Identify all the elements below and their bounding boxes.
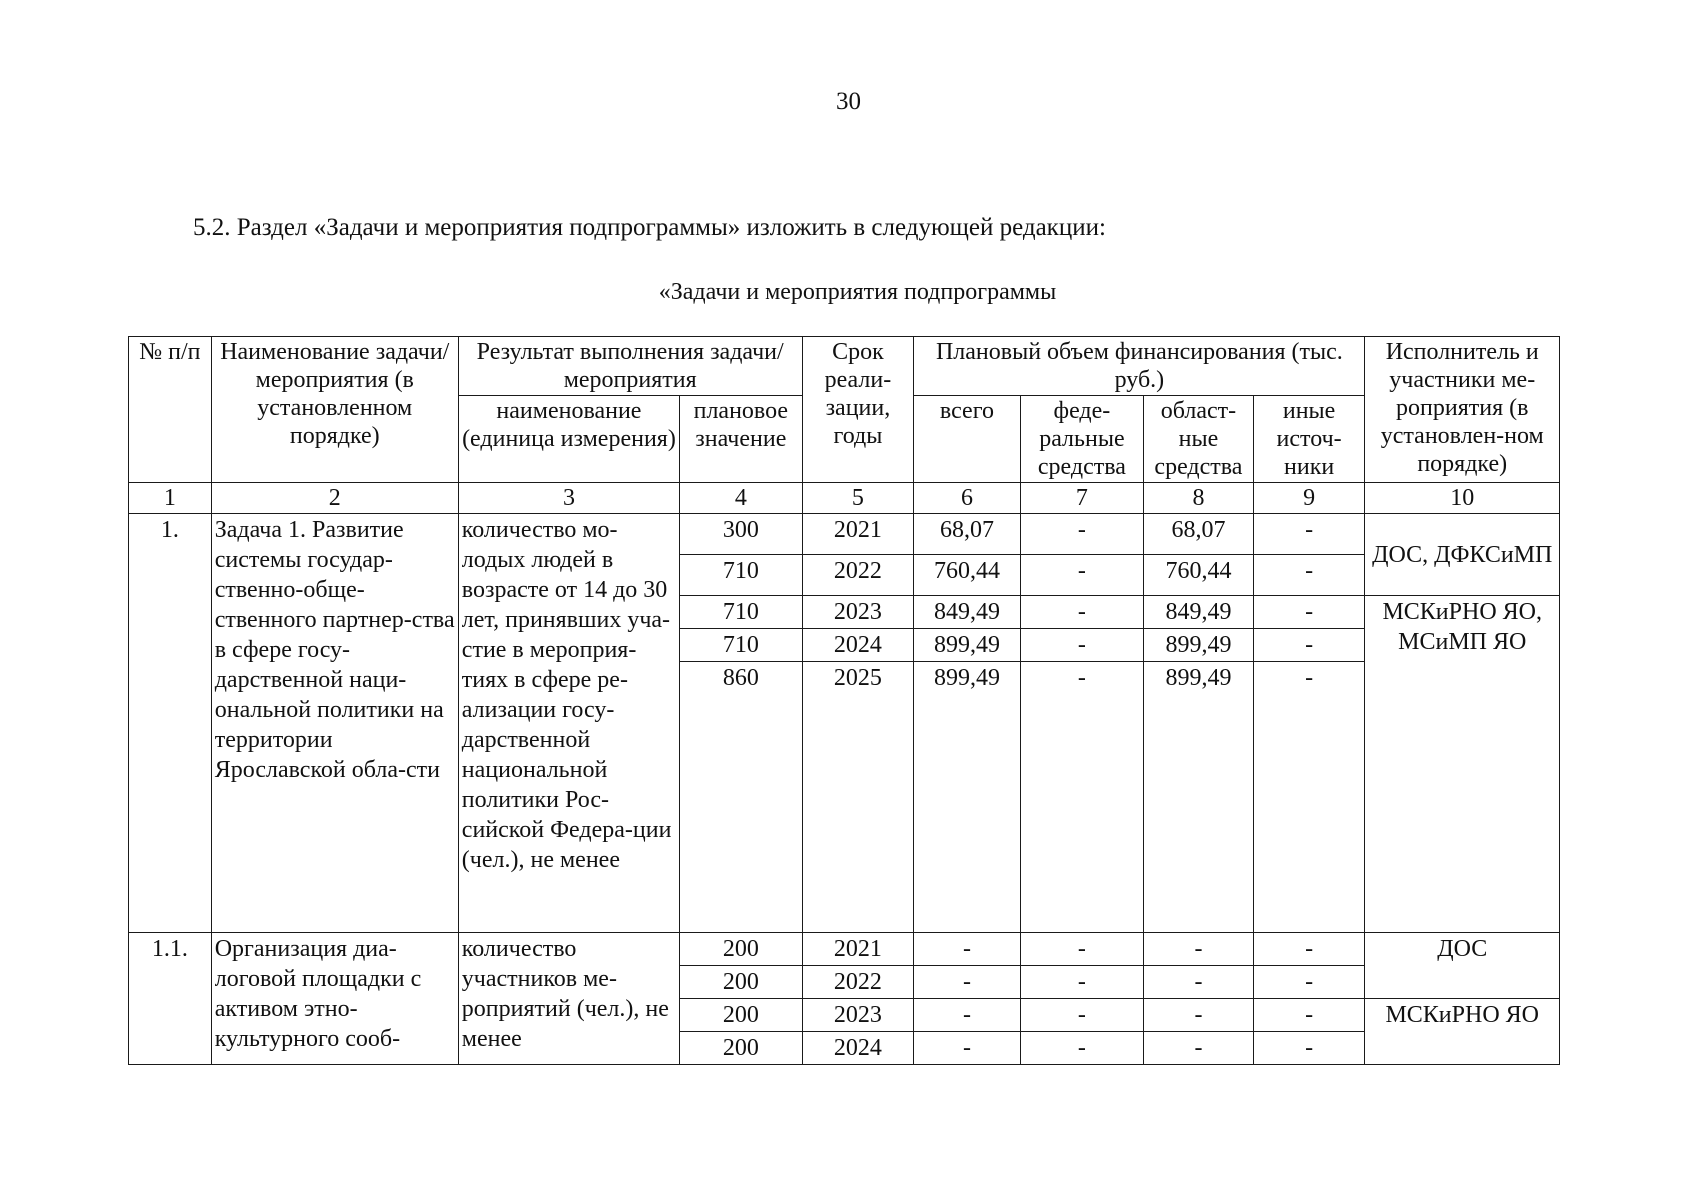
table-row [129, 514, 1560, 555]
fin-total: 760,44 [914, 555, 1020, 596]
fin-regional: - [1144, 999, 1254, 1032]
executor-cell: МСКиРНО ЯО [1365, 999, 1560, 1065]
fin-regional: 899,49 [1144, 629, 1254, 662]
row-number: 1.1. [129, 933, 212, 1065]
fin-total: 849,49 [914, 596, 1020, 629]
year: 2024 [802, 1032, 914, 1065]
fin-total: - [914, 933, 1020, 966]
fin-federal: - [1020, 1032, 1144, 1065]
row-number: 1. [129, 514, 212, 933]
table-row [129, 933, 1560, 966]
fin-regional: 899,49 [1144, 662, 1254, 933]
year: 2022 [802, 966, 914, 999]
fin-other: - [1253, 662, 1365, 933]
executor-cell: МСКиРНО ЯО, МСиМП ЯО [1365, 596, 1560, 933]
fin-regional: 760,44 [1144, 555, 1254, 596]
column-number: 2 [211, 483, 458, 514]
fin-federal: - [1020, 555, 1144, 596]
fin-total: 68,07 [914, 514, 1020, 555]
result-name-cell: количество мо-лодых людей в возрасте от 14 до 30 лет, принявших уча-стие в мероприя-тиях в сфере ре-ализации госу-дарственной национальной политики Рос-сийской Федера-ции (чел.), не менее [458, 514, 679, 933]
year: 2024 [802, 629, 914, 662]
fin-other: - [1253, 966, 1365, 999]
fin-other: - [1253, 555, 1365, 596]
column-number: 4 [680, 483, 802, 514]
plan-value: 710 [680, 629, 802, 662]
header-result-group: Результат выполнения задачи/мероприятия [458, 337, 802, 396]
plan-value: 200 [680, 999, 802, 1032]
fin-regional: - [1144, 1032, 1254, 1065]
year: 2022 [802, 555, 914, 596]
fin-other: - [1253, 629, 1365, 662]
column-number: 10 [1365, 483, 1560, 514]
header-finance-group: Плановый объем финансирования (тыс. руб.) [914, 337, 1365, 396]
fin-total: - [914, 1032, 1020, 1065]
fin-other: - [1253, 596, 1365, 629]
header-fin-other: иные источ-ники [1253, 396, 1365, 483]
header-row-1 [129, 337, 1560, 396]
year: 2023 [802, 596, 914, 629]
header-executor: Исполнитель и участники ме-роприятия (в установлен-ном порядке) [1365, 337, 1560, 483]
fin-regional: - [1144, 933, 1254, 966]
column-number: 7 [1020, 483, 1144, 514]
task-name-cell: Задача 1. Развитие системы государ-ственно-обще-ственного партнер-ства в сфере госу-дарственной наци-ональной политики на территории Ярославской обла-сти [211, 514, 458, 933]
plan-value: 300 [680, 514, 802, 555]
fin-federal: - [1020, 596, 1144, 629]
fin-other: - [1253, 514, 1365, 555]
plan-value: 710 [680, 555, 802, 596]
fin-federal: - [1020, 662, 1144, 933]
fin-other: - [1253, 933, 1365, 966]
year: 2023 [802, 999, 914, 1032]
fin-federal: - [1020, 999, 1144, 1032]
year: 2025 [802, 662, 914, 933]
fin-total: 899,49 [914, 629, 1020, 662]
column-number: 8 [1144, 483, 1254, 514]
fin-federal: - [1020, 966, 1144, 999]
fin-other: - [1253, 1032, 1365, 1065]
tasks-table [128, 336, 1560, 1065]
fin-federal: - [1020, 514, 1144, 555]
executor-cell: ДОС [1365, 933, 1560, 999]
column-number: 3 [458, 483, 679, 514]
fin-federal: - [1020, 933, 1144, 966]
header-fin-federal: феде-ральные средства [1020, 396, 1144, 483]
fin-federal: - [1020, 629, 1144, 662]
fin-total: - [914, 966, 1020, 999]
fin-regional: - [1144, 966, 1254, 999]
fin-total: - [914, 999, 1020, 1032]
year: 2021 [802, 514, 914, 555]
plan-value: 200 [680, 933, 802, 966]
fin-regional: 68,07 [1144, 514, 1254, 555]
column-number: 1 [129, 483, 212, 514]
intro-paragraph: 5.2. Раздел «Задачи и мероприятия подпрограммы» изложить в следующей редакции: [193, 214, 1106, 241]
header-period: Срок реали-зации, годы [802, 337, 914, 483]
task-name-cell: Организация диа-логовой площадки с активом этно-культурного сооб- [211, 933, 458, 1065]
header-result-name: наименование (единица измерения) [458, 396, 679, 483]
column-number: 6 [914, 483, 1020, 514]
column-number: 9 [1253, 483, 1365, 514]
fin-regional: 849,49 [1144, 596, 1254, 629]
table-caption: «Задачи и мероприятия подпрограммы [658, 279, 1057, 305]
header-task-name: Наименование задачи/мероприятия (в установленном порядке) [211, 337, 458, 483]
header-fin-regional: област-ные средства [1144, 396, 1254, 483]
result-name-cell: количество участников ме-роприятий (чел.), не менее [458, 933, 679, 1065]
column-number-row [129, 483, 1560, 514]
plan-value: 710 [680, 596, 802, 629]
fin-other: - [1253, 999, 1365, 1032]
year: 2021 [802, 933, 914, 966]
header-fin-total: всего [914, 396, 1020, 483]
plan-value: 200 [680, 1032, 802, 1065]
fin-total: 899,49 [914, 662, 1020, 933]
plan-value: 860 [680, 662, 802, 933]
column-number: 5 [802, 483, 914, 514]
header-num: № п/п [129, 337, 212, 483]
header-result-plan: плановое значение [680, 396, 802, 483]
executor-cell: ДОС, ДФКСиМП [1365, 514, 1560, 596]
plan-value: 200 [680, 966, 802, 999]
page-number: 30 [836, 88, 861, 115]
